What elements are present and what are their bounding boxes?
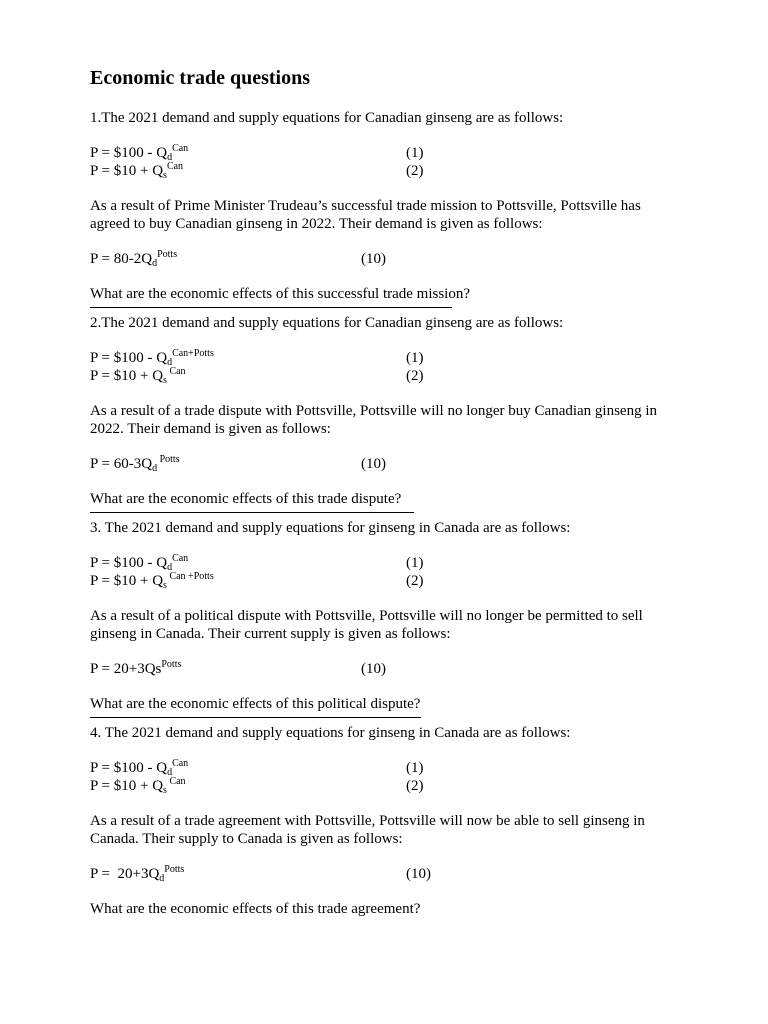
- equation-superscript: Potts: [157, 454, 180, 465]
- equation-subscript: s: [163, 785, 167, 796]
- equation-superscript: Can+Potts: [172, 348, 214, 359]
- equation-number: (2): [406, 163, 424, 179]
- equation-lhs: P = $10 + Q: [90, 368, 164, 384]
- document-title: Economic trade questions: [90, 67, 310, 89]
- question-1: [90, 109, 680, 308]
- equation-lhs: P = 20+3Q: [90, 866, 160, 882]
- question-intro: 4. The 2021 demand and supply equations for ginseng in Canada are as follows:: [90, 725, 571, 741]
- answer-line: [90, 717, 421, 718]
- question-2: [90, 314, 680, 513]
- question-intro: 1.The 2021 demand and supply equations for Canadian ginseng are as follows:: [90, 110, 564, 126]
- equation-lhs: P = 80-2Q: [90, 251, 153, 267]
- equation-superscript: Potts: [157, 249, 178, 260]
- equation-2: [90, 777, 680, 795]
- equation-block: [90, 865, 680, 883]
- question-prompt: What are the economic effects of this trade dispute?: [90, 491, 402, 507]
- equation-number: (1): [406, 350, 424, 366]
- equation-1: [90, 759, 680, 777]
- question-3: [90, 519, 680, 718]
- equation-superscript: Potts: [164, 864, 185, 875]
- equation-2: [90, 162, 680, 180]
- equation-1: [90, 349, 680, 367]
- equation-superscript: Potts: [161, 659, 182, 670]
- equation-lhs: P = $10 + Q: [90, 778, 164, 794]
- answer-line: [90, 307, 452, 308]
- equation-block: [90, 455, 680, 473]
- equation-lhs: P = 60-3Q: [90, 456, 153, 472]
- equation-subscript: s: [163, 580, 167, 591]
- equation-subscript: d: [167, 152, 173, 163]
- equation-block: [90, 144, 680, 180]
- equation-number: (2): [406, 368, 424, 384]
- equation-1: [90, 554, 680, 572]
- equation-number: (10): [361, 661, 386, 677]
- equation-lhs: P = $100 - Q: [90, 145, 168, 161]
- equation-lhs: P = $10 + Q: [90, 573, 164, 589]
- equation-number: (10): [406, 866, 431, 882]
- question-prompt: What are the economic effects of this political dispute?: [90, 696, 421, 712]
- equation-lhs: P = 20+3Qs: [90, 661, 162, 677]
- equation-lhs: P = $10 + Q: [90, 163, 164, 179]
- equation-subscript: d: [152, 258, 158, 269]
- equation-subscript: d: [159, 873, 165, 884]
- equation-number: (10): [361, 456, 386, 472]
- equation-subscript: d: [167, 767, 173, 778]
- equation-number: (1): [406, 760, 424, 776]
- equation-number: (10): [361, 251, 386, 267]
- question-paragraph: As a result of a trade dispute with Pottsville, Pottsville will no longer buy Canadian ginseng in 2022. Their demand is given as follows:: [90, 403, 658, 437]
- equation-subscript: s: [163, 375, 167, 386]
- equation-subscript: d: [152, 463, 158, 474]
- equation-lhs: P = $100 - Q: [90, 555, 168, 571]
- equation-number: (2): [406, 573, 424, 589]
- equation-block: [90, 250, 680, 268]
- question-prompt: What are the economic effects of this successful trade mission?: [90, 286, 471, 302]
- question-paragraph: As a result of Prime Minister Trudeau’s successful trade mission to Pottsville, Pottsville has agreed to buy Canadian ginseng in 2022. Their demand is given as follows:: [90, 198, 641, 232]
- equation-10: [90, 865, 680, 883]
- equation-subscript: d: [167, 357, 173, 368]
- question-intro: 2.The 2021 demand and supply equations for Canadian ginseng are as follows:: [90, 315, 564, 331]
- equation-superscript: Can: [172, 553, 189, 564]
- question-4: [90, 724, 680, 918]
- equation-superscript: Can: [166, 776, 186, 787]
- equation-superscript: Can +Potts: [166, 571, 214, 582]
- equation-block: [90, 759, 680, 795]
- answer-line: [90, 512, 414, 513]
- equation-number: (1): [406, 145, 424, 161]
- equation-superscript: Can: [166, 366, 186, 377]
- question-prompt: What are the economic effects of this trade agreement?: [90, 901, 421, 917]
- equation-block: [90, 554, 680, 590]
- equation-block: [90, 660, 680, 678]
- document-page: [90, 66, 680, 918]
- question-paragraph: As a result of a trade agreement with Pottsville, Pottsville will now be able to sell ginseng in Canada. Their supply to Canada is given as follows:: [90, 813, 645, 847]
- equation-block: [90, 349, 680, 385]
- equation-subscript: s: [163, 170, 167, 181]
- equation-lhs: P = $100 - Q: [90, 760, 168, 776]
- equation-2: [90, 367, 680, 385]
- equation-number: (2): [406, 778, 424, 794]
- equation-subscript: d: [167, 562, 173, 573]
- question-intro: 3. The 2021 demand and supply equations for ginseng in Canada are as follows:: [90, 520, 571, 536]
- equation-10: [90, 455, 680, 473]
- equation-number: (1): [406, 555, 424, 571]
- equation-10: [90, 660, 680, 678]
- equation-superscript: Can: [172, 143, 189, 154]
- equation-1: [90, 144, 680, 162]
- equation-superscript: Can: [172, 758, 189, 769]
- equation-10: [90, 250, 680, 268]
- equation-2: [90, 572, 680, 590]
- equation-superscript: Can: [166, 161, 184, 172]
- equation-lhs: P = $100 - Q: [90, 350, 168, 366]
- question-paragraph: As a result of a political dispute with Pottsville, Pottsville will no longer be permitted to sell ginseng in Canada. Their current supply is given as follows:: [90, 608, 643, 642]
